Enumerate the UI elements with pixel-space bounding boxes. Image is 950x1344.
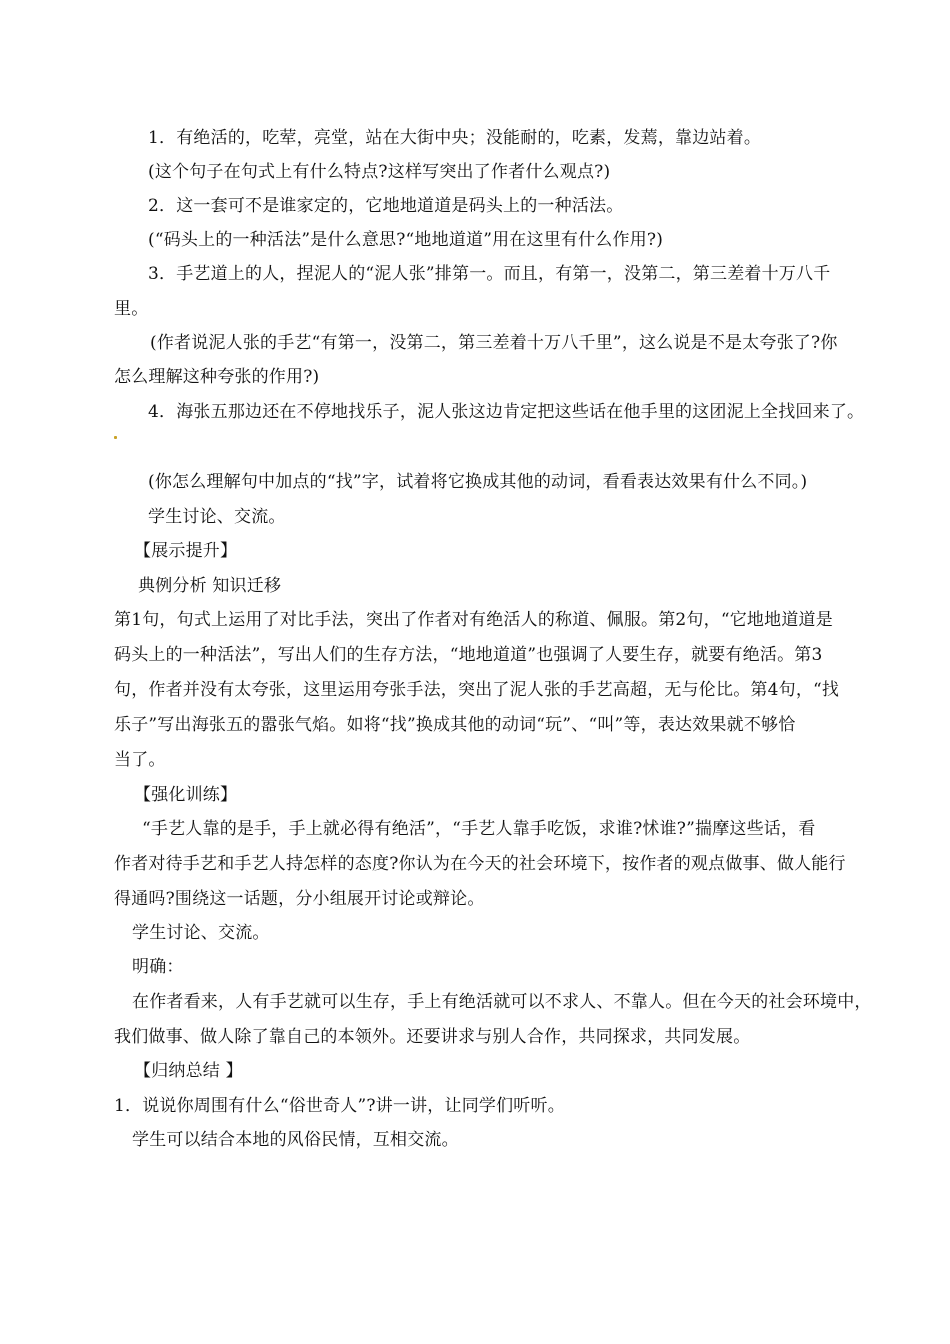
clarify-line-2: 我们做事、做人除了靠自己的本领外。还要讲求与别人合作，共同探求，共同发展。 <box>114 1027 751 1047</box>
question-2-note: (“码头上的一种活法”是什么意思?“地地道道”用在这里有什么作用?) <box>148 230 664 250</box>
question-3-note-line-2: 怎么理解这种夸张的作用?) <box>114 367 320 387</box>
analysis-line-2: 码头上的一种活法”，写出人们的生存方法，“地地道道”也强调了人要生存，就要有绝活。第3 <box>114 645 823 665</box>
section-heading-train: 【强化训练】 <box>134 785 238 805</box>
question-1: 1．有绝活的，吃荤，亮堂，站在大街中央；没能耐的，吃素，发蔫，靠边站着。 <box>148 128 762 148</box>
training-line-1: “手艺人靠的是手，手上就必得有绝活”，“手艺人靠手吃饭，求谁?怵谁?”揣摩这些话，看 <box>142 819 816 839</box>
question-3-line-1: 3．手艺道上的人，捏泥人的“泥人张”排第一。而且，有第一，没第二，第三差着十万八千 <box>148 264 831 284</box>
summary-line-1: 1．说说你周围有什么“俗世奇人”?讲一讲，让同学们听听。 <box>114 1096 565 1116</box>
analysis-line-3: 句，作者并没有太夸张，这里运用夸张手法，突出了泥人张的手艺高超，无与伦比。第4句，“找 <box>114 680 840 700</box>
example-title: 典例分析 知识迁移 <box>138 576 282 596</box>
question-3-note-line-1: (作者说泥人张的手艺“有第一，没第二，第三差着十万八千里”，这么说是不是太夸张了?你 <box>150 333 838 353</box>
stray-mark <box>114 436 117 439</box>
clarify-label: 明确： <box>132 957 184 977</box>
analysis-line-4: 乐子”写出海张五的嚣张气焰。如将“找”换成其他的动词“玩”、“叫”等，表达效果就不够恰 <box>114 715 796 735</box>
question-4: 4．海张五那边还在不停地找乐子，泥人张这边肯定把这些话在他手里的这团泥上全找回来了。 <box>148 402 865 422</box>
analysis-line-5: 当了。 <box>114 750 166 770</box>
question-1-note: (这个句子在句式上有什么特点?这样写突出了作者什么观点?) <box>148 162 611 182</box>
training-line-2: 作者对待手艺和手艺人持怎样的态度?你认为在今天的社会环境下，按作者的观点做事、做人能行 <box>114 854 846 874</box>
analysis-line-1: 第1句，句式上运用了对比手法，突出了作者对有绝活人的称道、佩服。第2句，“它地地道道是 <box>114 610 833 630</box>
question-3-line-2: 里。 <box>114 299 149 319</box>
section-heading-show: 【展示提升】 <box>134 541 238 561</box>
discussion-line-1: 学生讨论、交流。 <box>148 507 286 527</box>
discussion-line-2: 学生讨论、交流。 <box>132 923 270 943</box>
question-4-note: (你怎么理解句中加点的“找”字，试着将它换成其他的动词，看看表达效果有什么不同。) <box>148 472 808 492</box>
summary-line-2: 学生可以结合本地的风俗民情，互相交流。 <box>132 1130 459 1150</box>
training-line-3: 得通吗?围绕这一话题，分小组展开讨论或辩论。 <box>114 889 485 909</box>
clarify-line-1: 在作者看来，人有手艺就可以生存，手上有绝活就可以不求人、不靠人。但在今天的社会环境中， <box>132 992 872 1012</box>
question-2: 2．这一套可不是谁家定的，它地地道道是码头上的一种活法。 <box>148 196 624 216</box>
section-heading-summary: 【归纳总结 】 <box>134 1061 243 1081</box>
